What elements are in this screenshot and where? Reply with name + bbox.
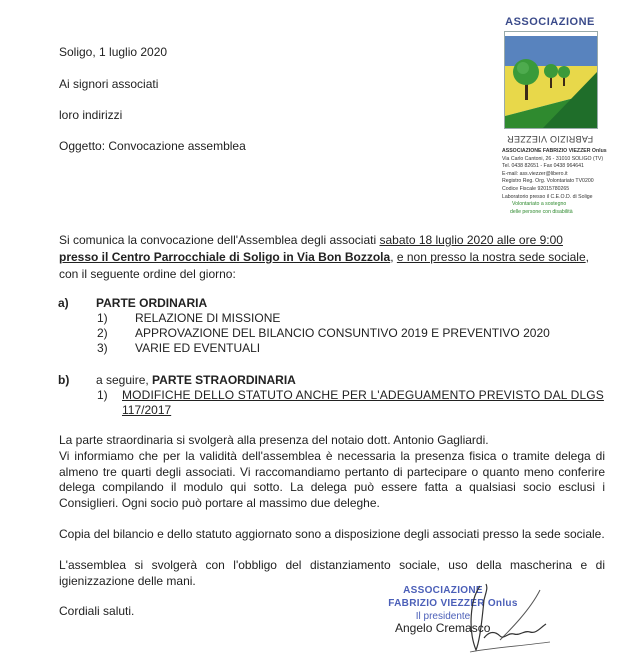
safety-paragraph: L'assemblea si svolgerà con l'obbligo del distanziamento sociale, uso della mascherina e di igienizzazione delle mani. [59, 558, 605, 588]
intro-text: Si comunica la convocazione dell'Assemblea degli associati [59, 233, 380, 247]
meeting-place: presso il Centro Parrocchiale di Soligo in Via Bon Bozzola [59, 250, 391, 264]
section-a-title: PARTE ORDINARIA [96, 296, 208, 310]
agenda-item-text: MODIFICHE DELLO STATUTO ANCHE PER L'ADEGUAMENTO PREVISTO DAL DLGS [122, 388, 604, 402]
logo-image [504, 31, 598, 129]
closing-greetings: Cordiali saluti. [59, 604, 135, 618]
addresses: loro indirizzi [59, 108, 123, 122]
logo-detail-line: Laboratorio presso il C.E.O.D. di Solige [502, 193, 593, 200]
logo-detail-line: ASSOCIAZIONE FABRIZIO VIEZZER Onlus [502, 148, 607, 154]
notary-paragraph: La parte straordinaria si svolgerà alla presenza del notaio dott. Antonio Gagliardi. [59, 433, 489, 447]
logo-title: ASSOCIAZIONE [505, 16, 595, 28]
agenda-item-number: 2) [97, 326, 108, 340]
trees-landscape-icon [505, 32, 597, 128]
logo-detail-line: Via Carlo Cantoni, 26 - 31010 SOLIGO (TV) [502, 155, 604, 162]
logo-detail-line: Tel. 0438 82651 - Fax 0438 964641 [502, 163, 584, 170]
agenda-item-text-continued: 117/2017 [122, 403, 172, 417]
stamp-line: ASSOCIAZIONE [403, 585, 483, 596]
logo-detail-line: Registro Reg. Org. Volontariato TV0200 [502, 178, 594, 185]
intro-text: , [390, 250, 397, 264]
documents-paragraph: Copia del bilancio e dello statuto aggiornato sono a disposizione degli associati presso la sede sociale. [59, 527, 605, 541]
logo-mirrored-text: FABRIZIO VIEZZER [506, 134, 594, 144]
section-b-title: PARTE STRAORDINARIA [152, 373, 296, 387]
section-b-heading [96, 373, 296, 388]
agenda-item-number: 1) [97, 388, 108, 402]
handwritten-signature [440, 580, 600, 659]
section-b-letter: b) [58, 373, 70, 387]
agenda-item-text: RELAZIONE DI MISSIONE [135, 311, 281, 325]
logo-detail-line: Codice Fiscale 92015780265 [502, 185, 570, 192]
meeting-date-time: sabato 18 luglio 2020 alle ore 9:00 [379, 233, 563, 247]
presence-paragraph: Vi informiamo che per la validità dell'assemblea è necessaria la presenza fisica o tramite delega di almeno tre quarti degli associati. Vi raccomandiamo pertanto di partecipare o quanto meno conferire delega compilando il modulo qui sotto. La delega può essere fatta a qualsiasi socio esclusi i Consiglieri. Ogni socio può portare al massimo due deleghe. [59, 449, 605, 510]
logo-detail-line: E-mail: ass.viezzer@libero.it [502, 170, 568, 177]
intro-paragraph [59, 232, 604, 283]
agenda-item-number: 1) [97, 311, 108, 325]
recipients: Ai signori associati [59, 77, 159, 91]
not-at-seat-note: e non presso la nostra sede sociale [396, 250, 586, 264]
stamp-line: Il presidente [415, 611, 471, 622]
logo-detail-line: delle persone con disabilità [510, 208, 573, 215]
stamp-line: FABRIZIO VIEZZER Onlus [388, 598, 518, 609]
subject-line: Oggetto: Convocazione assemblea [59, 139, 246, 153]
signer-name: Angelo Cremasco [395, 621, 491, 635]
section-b-prefix: a seguire, [96, 373, 153, 387]
place-date: Soligo, 1 luglio 2020 [59, 45, 168, 59]
agenda-item-number: 3) [97, 341, 108, 355]
agenda-item-text: APPROVAZIONE DEL BILANCIO CONSUNTIVO 2019 E PREVENTIVO 2020 [135, 326, 550, 340]
logo-details [502, 148, 606, 216]
logo-detail-line: Volontariato a sostegno [512, 201, 567, 208]
intro-text: , con il seguente ordine del giorno: [59, 250, 589, 281]
section-a-letter: a) [58, 296, 69, 310]
agenda-item-text: VARIE ED EVENTUALI [135, 341, 261, 355]
